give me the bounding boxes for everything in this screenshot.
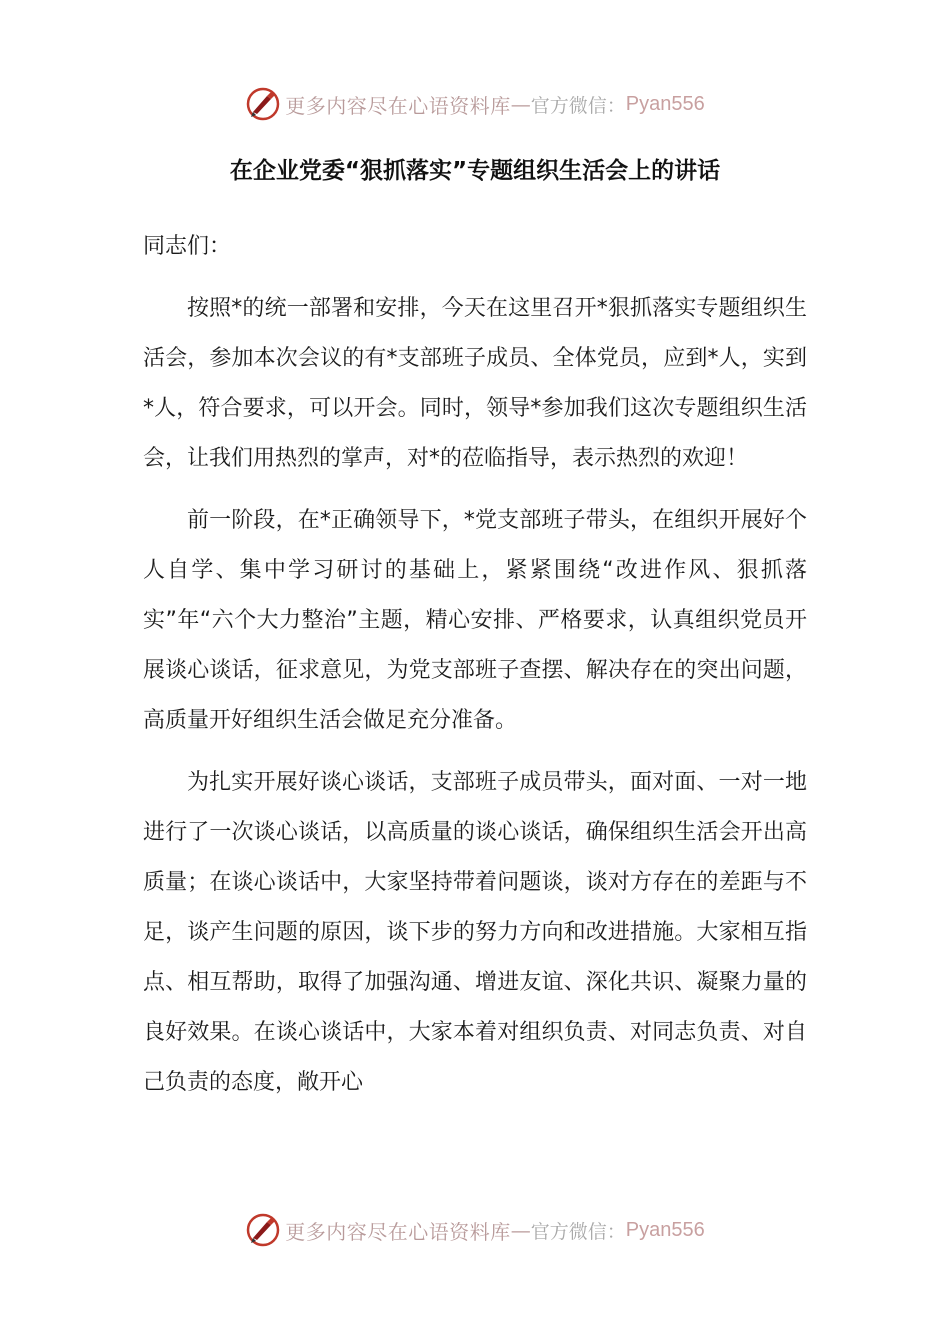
paragraph: 为扎实开展好谈心谈话，支部班子成员带头，面对面、一对一地进行了一次谈心谈话，以高质量的谈心谈话，确保组织生活会开出高质量；在谈心谈话中，大家坚持带着问题谈，谈对方存在的差距与不足，谈产生问题的原因，谈下步的努力方向和改进措施。大家相互指点、相互帮助，取得了加强沟通、增进友谊、深化共识、凝聚力量的良好效果。在谈心谈话中，大家本着对组织负责、对同志负责、对自己负责的态度，敞开心 <box>143 770 807 1095</box>
banner-contact-id: Pyan556 <box>625 1218 705 1241</box>
document-title: 在企业党委“狠抓落实”专题组织生活会上的讲话 <box>229 158 721 184</box>
banner-contact-label: 官方微信： <box>530 94 626 117</box>
pen-logo-icon <box>245 1212 281 1248</box>
banner-text: 更多内容尽在心语资料库 <box>285 1219 511 1244</box>
pen-logo-icon <box>245 86 281 122</box>
document-body <box>143 222 807 1120</box>
banner-contact-id: Pyan556 <box>625 92 705 115</box>
header-watermark-banner <box>0 84 950 124</box>
greeting: 同志们： <box>143 234 232 259</box>
banner-text: 更多内容尽在心语资料库 <box>285 93 511 118</box>
footer-watermark-banner <box>0 1210 950 1250</box>
banner-separator: — <box>510 92 531 116</box>
banner-separator: — <box>510 1218 531 1242</box>
paragraph: 按照*的统一部署和安排，今天在这里召开*狠抓落实专题组织生活会，参加本次会议的有*支部班子成员、全体党员，应到*人，实到*人，符合要求，可以开会。同时，领导*参加我们这次专题组织生活会，让我们用热烈的掌声，对*的莅临指导，表示热烈的欢迎！ <box>143 296 807 471</box>
paragraph: 前一阶段，在*正确领导下，*党支部班子带头，在组织开展好个人自学、集中学习研讨的基础上，紧紧围绕“改进作风、狠抓落实”年“六个大力整治”主题，精心安排、严格要求，认真组织党员开展谈心谈话，征求意见，为党支部班子查摆、解决存在的突出问题，高质量开好组织生活会做足充分准备。 <box>143 508 807 733</box>
banner-contact-label: 官方微信： <box>530 1220 626 1243</box>
